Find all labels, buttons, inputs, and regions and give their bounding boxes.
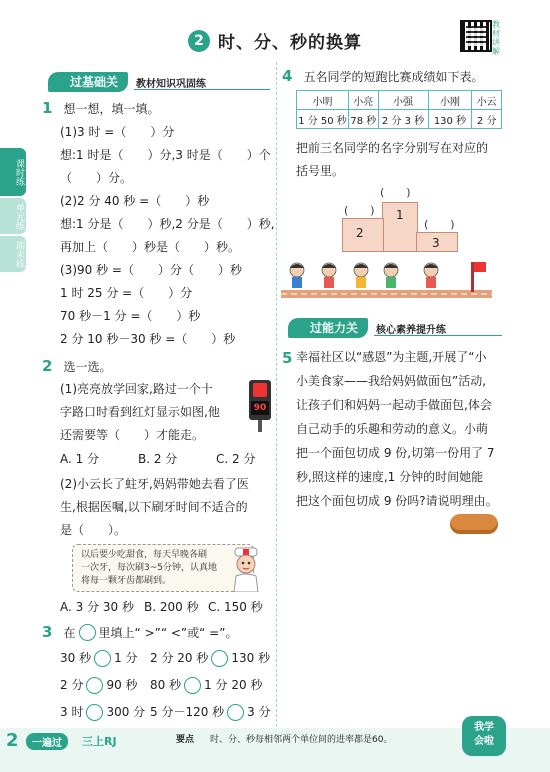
doctor-note-line: 以后要少吃甜食，每天早晚各刷 [81, 550, 208, 560]
table-cell: 130 秒 [428, 110, 472, 129]
doctor-note [72, 544, 254, 592]
q3-item: 80 秒 1 分 20 秒 [150, 678, 263, 692]
answer-circle[interactable] [86, 704, 103, 721]
doctor-note-line: 将每一颗牙齿都刷到。 [81, 576, 172, 586]
question-prompt: 选一选。 [63, 360, 112, 374]
table-header: 小云 [472, 91, 502, 110]
q1-line: (3)90 秒 =（ ）分（ ）秒 [60, 263, 242, 277]
side-tab-unit[interactable]: 单元练 [0, 198, 26, 234]
q2-part1-line: 字路口时看到红灯显示如图,他 [60, 405, 220, 419]
table-cell: 78 秒 [349, 110, 379, 129]
question-number: 2 [42, 357, 53, 375]
table-header: 小强 [378, 91, 428, 110]
q2-part1-line: (1)亮亮放学回家,路过一个十 [60, 382, 213, 396]
table-header: 小明 [297, 91, 349, 110]
q2-option-b[interactable]: B. 2 分 [138, 452, 178, 466]
q2-option-c2[interactable]: C. 150 秒 [208, 600, 263, 614]
podium-second: 2 [356, 226, 364, 240]
qr-code-icon[interactable] [460, 20, 492, 52]
q2-option-b2[interactable]: B. 200 秒 [144, 600, 199, 614]
table-header: 小刚 [428, 91, 472, 110]
q1-line: (1)3 时 =（ ）分 [60, 125, 175, 139]
q5-line: 让孩子们和妈妈一起动手做面包,体会 [296, 398, 492, 412]
question-number: 4 [282, 67, 293, 85]
q3-item: 3 时 300 分 [60, 705, 146, 719]
answer-circle[interactable] [211, 650, 228, 667]
table-cell: 2 分 3 秒 [378, 110, 428, 129]
question-3 [42, 622, 237, 641]
grade-label: 三上RJ [82, 735, 117, 748]
bread-icon [450, 514, 498, 534]
q1-line: 想:1 分是（ ）秒,2 分是（ ）秒, [60, 217, 275, 231]
q2-part2-line: (2)小云长了蛀牙,妈妈带她去看了医 [60, 477, 249, 491]
q2-option-a2[interactable]: A. 3 分 30 秒 [60, 600, 134, 614]
traffic-light-countdown: 90 [251, 401, 269, 415]
q2-option-c[interactable]: C. 2 分 [216, 452, 256, 466]
learned-badge-line: 我学 [474, 722, 494, 733]
q3-item: 2 分 90 秒 [60, 678, 138, 692]
table-header: 小亮 [349, 91, 379, 110]
page-number: 2 [6, 730, 19, 751]
question-number: 1 [42, 99, 53, 117]
learned-badge[interactable] [462, 716, 506, 756]
q2-part2-line: 是（ ）。 [60, 523, 127, 537]
answer-circle[interactable] [184, 677, 201, 694]
section-advanced-tag: 过能力关 [288, 318, 368, 338]
q5-line: 幸福社区以“感恩”为主题,开展了“小 [296, 350, 487, 364]
q5-line: 把这个面包切成 9 份吗?请说明理由。 [296, 494, 498, 508]
q3-item: 5 分－120 秒 3 分 [150, 705, 271, 719]
qr-label: 教材讲解 [492, 20, 500, 56]
podium-first: 1 [396, 208, 404, 222]
q1-line: 再加上（ ）秒是（ ）秒。 [60, 240, 241, 254]
podium: ( ) ( ) ( ) 1 2 3 [336, 184, 466, 256]
table-cell: 2 分 [472, 110, 502, 129]
doctor-note-line: 一次牙，每次刷3~5分钟，认真地 [81, 563, 217, 573]
q3-item: 30 秒 1 分 [60, 651, 138, 665]
question-number: 5 [282, 349, 293, 367]
lesson-number: 2 [188, 30, 210, 52]
page-title: 时、分、秒的换算 [218, 33, 362, 53]
q3-prompt-before: 在 [63, 626, 76, 640]
q1-line: 2 分 10 秒－30 秒 =（ ）秒 [60, 332, 236, 346]
column-divider [276, 62, 277, 727]
compare-circle-icon [79, 624, 96, 641]
question-2 [42, 356, 112, 375]
runners-illustration [281, 260, 492, 300]
section-basic-tag: 过基础关 [48, 72, 128, 92]
question-prompt: 五名同学的短跑比赛成绩如下表。 [303, 70, 484, 84]
q5-line: 小美食家——我给妈妈做面包”活动, [296, 374, 487, 388]
answer-circle[interactable] [94, 650, 111, 667]
side-tab-final[interactable]: 期末练 [0, 236, 26, 272]
answer-circle[interactable] [227, 704, 244, 721]
section-basic-subtitle: 教材知识巩固练 [136, 79, 206, 90]
q4-instruction: 把前三名同学的名字分别写在对应的 [296, 141, 489, 155]
q3-item: 2 分 20 秒 130 秒 [150, 651, 271, 665]
table-cell: 1 分 50 秒 [297, 110, 349, 129]
answer-circle[interactable] [86, 677, 103, 694]
q4-instruction: 括号里。 [296, 164, 345, 178]
section-advanced-banner [288, 318, 502, 338]
doctor-icon [228, 546, 264, 592]
q1-line: 1 时 25 分 =（ ）分 [60, 286, 193, 300]
q2-part2-line: 生,根据医嘱,以下刷牙时间不适合的 [60, 500, 248, 514]
traffic-light-icon [249, 380, 271, 420]
podium-third: 3 [432, 236, 440, 250]
q1-line: (2)2 分 40 秒 =（ ）秒 [60, 194, 210, 208]
question-number: 3 [42, 623, 53, 641]
q2-option-a[interactable]: A. 1 分 [60, 452, 100, 466]
table-header-row [297, 91, 502, 110]
question-1 [42, 98, 160, 117]
q1-line: （ ）分。 [60, 171, 133, 185]
q1-line: 70 秒－1 分 =（ ）秒 [60, 309, 201, 323]
section-basic-banner [48, 72, 270, 92]
table-row [297, 110, 502, 129]
question-4 [282, 66, 484, 85]
section-advanced-subtitle: 核心素养提升练 [376, 325, 446, 336]
q5-line: 秒,照这样的速度,1 分钟的时间她能 [296, 470, 484, 484]
side-tab-lesson[interactable]: 课时练 [0, 148, 26, 196]
q2-part1-line: 还需要等（ ）才能走。 [60, 428, 205, 442]
key-point-label: 要点 [176, 735, 195, 745]
question-prompt: 想一想，填一填。 [63, 102, 160, 116]
q1-line: 想:1 时是（ ）分,3 时是（ ）个 [60, 148, 271, 162]
learned-badge-line: 会啦 [474, 736, 494, 747]
brand-badge: 一遍过 [26, 733, 68, 750]
key-point-text: 时、分、秒每相邻两个单位间的进率都是60。 [210, 735, 393, 745]
q3-prompt-after: 里填上“ >”“ <”或“ =”。 [98, 626, 238, 640]
results-table [296, 90, 502, 129]
q5-line: 自己动手的乐趣和劳动的意义。小萌 [296, 422, 489, 436]
q5-line: 把一个面包切成 9 份,切第一份用了 7 [296, 446, 495, 460]
question-5 [282, 348, 292, 367]
